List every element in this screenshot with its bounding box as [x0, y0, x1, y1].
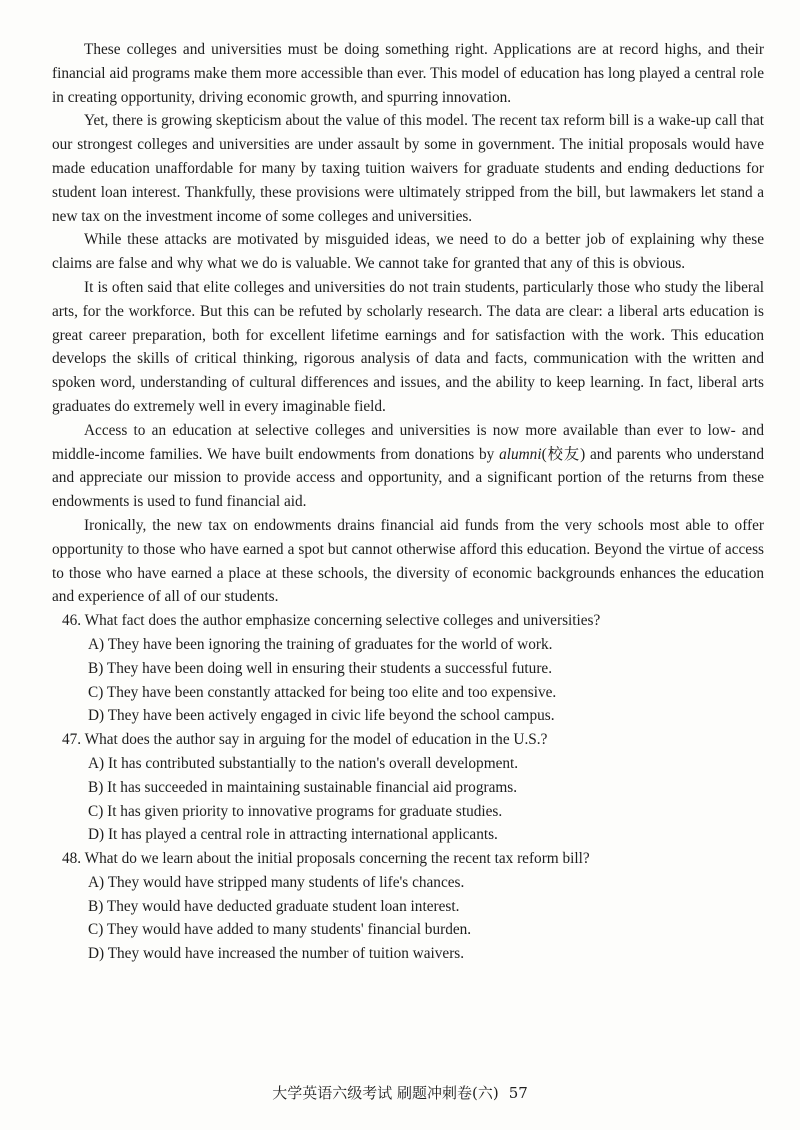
question-47-option-b: B) It has succeeded in maintaining sustainable financial aid programs.: [88, 778, 518, 796]
passage-paragraph-6: Ironically, the new tax on endowments drains financial aid funds from the very schools most able to offer opportunity to those who have earned a spot but cannot otherwise afford this education. Beyond the virtue of access to those who have earned a place at these schools, the diversity of economic backgrounds enhances the education and experience of all of our students.: [52, 516, 764, 606]
passage-paragraph-1: These colleges and universities must be doing something right. Applications are at record highs, and their financial aid programs make them more accessible than ever. This model of education has long played a central role in creating opportunity, driving economic growth, and spurring innovation.: [52, 41, 764, 106]
passage-paragraph-2: Yet, there is growing skepticism about the value of this model. The recent tax reform bill is a wake-up call that our strongest colleges and universities are under assault by some in government. The initial proposals would have made education unaffordable for many by taxing tuition waivers for graduate students and ending deductions for student loan interest. Thankfully, these provisions were ultimately stripped from the bill, but lawmakers let stand a new tax on the investment income of some colleges and universities.: [52, 112, 764, 225]
question-46-option-d: D) They have been actively engaged in civic life beyond the school campus.: [88, 707, 555, 725]
footer-title: 大学英语六级考试 刷题冲刺卷(六): [272, 1084, 499, 1102]
question-47-option-d: D) It has played a central role in attracting international applicants.: [88, 826, 498, 844]
question-46-option-c: C) They have been constantly attacked for being too elite and too expensive.: [88, 683, 557, 701]
passage-paragraph-4: It is often said that elite colleges and universities do not train students, particularly those who study the liberal arts, for the workforce. But this can be refuted by scholarly research. The data are clear: a liberal arts education is great career preparation, both for excellent lifetime earnings and for satisfaction with the work. This education develops the skills of critical thinking, rigorous analysis of data and facts, communication with the written and spoken word, understanding of cultural differences and issues, and the ability to keep learning. In fact, liberal arts graduates do extremely well in every imaginable field.: [52, 278, 764, 415]
question-46-option-b: B) They have been doing well in ensuring their students a successful future.: [88, 659, 553, 677]
question-48-option-b: B) They would have deducted graduate student loan interest.: [88, 897, 460, 915]
question-48-option-a: A) They would have stripped many students of life's chances.: [88, 873, 465, 891]
question-47-stem: 47. What does the author say in arguing for the model of education in the U.S.?: [62, 731, 548, 749]
passage-paragraph-5: [52, 419, 764, 514]
question-48-stem: 48. What do we learn about the initial proposals concerning the recent tax reform bill?: [62, 850, 590, 868]
question-46-option-a: A) They have been ignoring the training of graduates for the world of work.: [88, 635, 553, 653]
question-46-stem: 46. What fact does the author emphasize concerning selective colleges and universities?: [62, 612, 601, 630]
passage-paragraph-3: While these attacks are motivated by misguided ideas, we need to do a better job of explaining why these claims are false and why what we do is valuable. We cannot take for granted that any of this is obvious.: [52, 231, 764, 273]
question-47-option-c: C) It has given priority to innovative programs for graduate studies.: [88, 802, 503, 820]
alumni-term: alumni: [499, 445, 542, 463]
question-47-option-a: A) It has contributed substantially to the nation's overall development.: [88, 754, 519, 772]
question-48-option-c: C) They would have added to many students' financial burden.: [88, 921, 472, 939]
passage-paragraph-5-part-2: and parents who understand and appreciate our mission to provide access and opportunity, and a significant portion of the returns from these endowments is used to fund financial aid.: [52, 445, 764, 511]
alumni-gloss: (校友): [541, 445, 586, 463]
question-48-option-d: D) They would have increased the number of tuition waivers.: [88, 945, 465, 963]
page-footer: [0, 1082, 800, 1103]
reading-passage: [52, 38, 764, 966]
passage-paragraph-5-part-1: Access to an education at selective colleges and universities is now more available than ever to low- and middle-income families. We have built endowments from donations by: [52, 421, 764, 463]
page-number: 57: [508, 1084, 528, 1102]
